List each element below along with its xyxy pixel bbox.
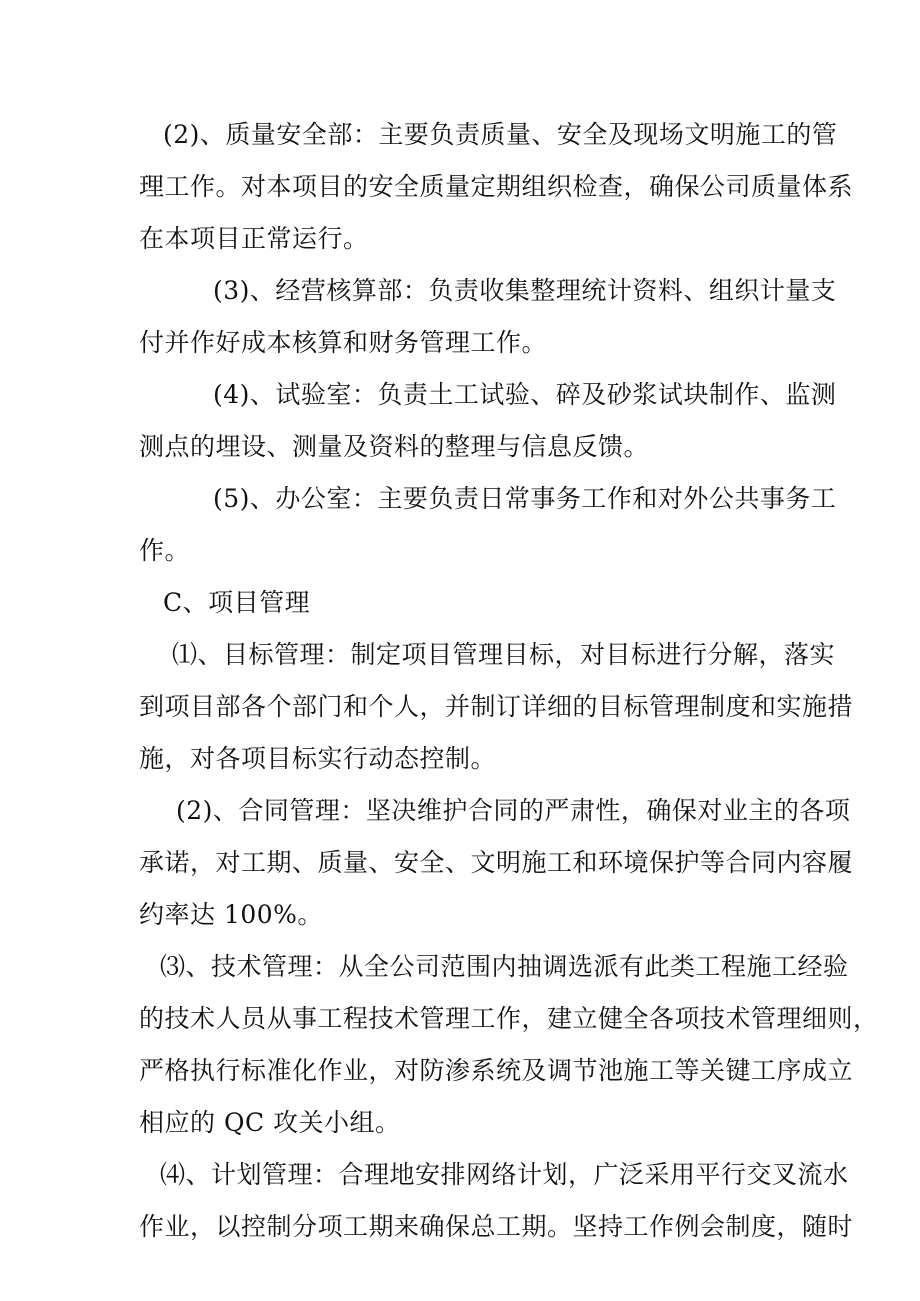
text-line: (5)、办公室：主要负责日常事务工作和对外公共事务工 xyxy=(213,484,837,513)
section-heading-project-management: C、项目管理 xyxy=(163,588,311,617)
text-line: 相应的 QC 攻关小组。 xyxy=(139,1108,401,1137)
text-line: ⑶、技术管理：从全公司范围内抽调选派有此类工程施工经验 xyxy=(160,952,849,981)
text-line: (4)、试验室：负责土工试验、碎及砂浆试块制作、监测 xyxy=(213,380,837,409)
text-line: 严格执行标准化作业，对防渗系统及调节池施工等关键工序成立 xyxy=(139,1056,854,1085)
text-line: 的技术人员从事工程技术管理工作，建立健全各项技术管理细则， xyxy=(139,1004,879,1033)
text-line: 测点的埋设、测量及资料的整理与信息反馈。 xyxy=(139,432,650,461)
text-line: 在本项目正常运行。 xyxy=(139,224,369,253)
text-line: (2)、质量安全部：主要负责质量、安全及现场文明施工的管 xyxy=(163,120,838,149)
text-line: 理工作。对本项目的安全质量定期组织检查，确保公司质量体系 xyxy=(139,172,854,201)
text-line: 到项目部各个部门和个人，并制订详细的目标管理制度和实施措 xyxy=(139,692,854,721)
text-line: (2)、合同管理：坚决维护合同的严肃性，确保对业主的各项 xyxy=(176,796,851,825)
text-line: 承诺，对工期、质量、安全、文明施工和环境保护等合同内容履 xyxy=(139,848,854,877)
text-line: 约率达 100%。 xyxy=(139,900,323,929)
text-line: ⑴、目标管理：制定项目管理目标，对目标进行分解，落实 xyxy=(172,640,836,669)
text-line: ⑷、计划管理：合理地安排网络计划，广泛采用平行交叉流水 xyxy=(160,1160,849,1189)
text-line: (3)、经营核算部：负责收集整理统计资料、组织计量支 xyxy=(213,276,837,305)
text-line: 作。 xyxy=(139,536,191,565)
text-line: 作业，以控制分项工期来确保总工期。坚持工作例会制度，随时 xyxy=(139,1212,854,1241)
text-line: 付并作好成本核算和财务管理工作。 xyxy=(139,328,548,357)
text-line: 施，对各项目标实行动态控制。 xyxy=(139,744,497,773)
